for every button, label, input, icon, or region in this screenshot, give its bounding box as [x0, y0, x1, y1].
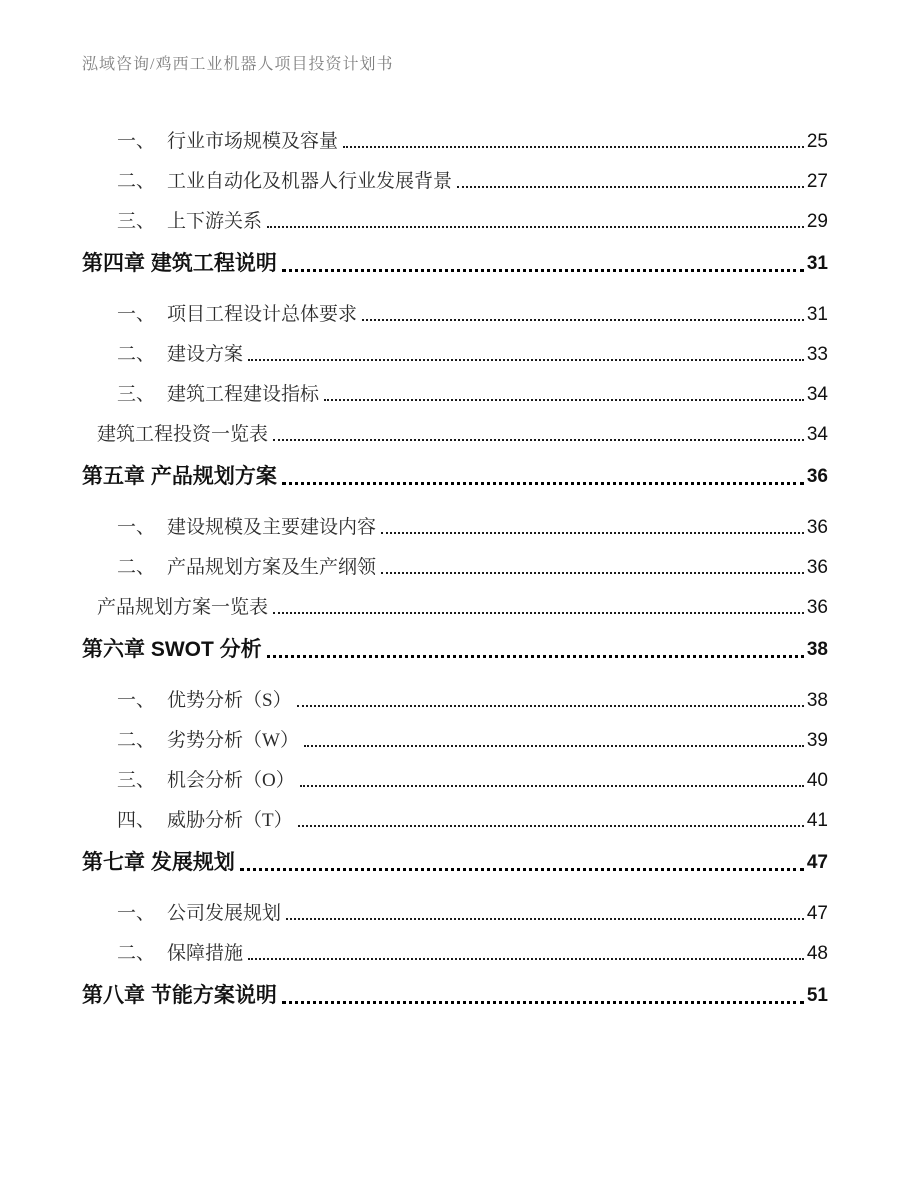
toc-entry[interactable]	[82, 941, 828, 967]
toc-entry-label: 产品规划方案一览表	[97, 597, 269, 618]
toc-entry[interactable]	[82, 422, 828, 448]
toc-entry-page: 36	[806, 517, 828, 538]
toc-leader-dots	[324, 399, 804, 401]
toc-entry-page: 27	[806, 171, 828, 192]
toc-entry-page: 34	[806, 424, 828, 445]
toc-entry[interactable]	[82, 169, 828, 195]
toc-entry[interactable]	[82, 595, 828, 621]
toc-leader-dots	[282, 1001, 804, 1004]
toc-entry-label: 第六章 SWOT 分析	[82, 638, 262, 661]
toc-entry-page: 31	[806, 253, 828, 274]
toc-entry-page: 47	[806, 852, 828, 873]
toc-leader-dots	[343, 146, 804, 148]
toc-entry-label: 威胁分析（T）	[167, 810, 293, 831]
toc-entry-page: 41	[806, 810, 828, 831]
toc-entry[interactable]	[82, 808, 828, 834]
toc-entry-label: 优势分析（S）	[167, 690, 292, 711]
toc-entry-number: 二、	[117, 171, 156, 192]
toc-entry-page: 33	[806, 344, 828, 365]
toc-leader-dots	[457, 186, 804, 188]
toc-entry[interactable]	[82, 515, 828, 541]
toc-entry[interactable]	[82, 555, 828, 581]
toc-entry-page: 39	[806, 730, 828, 751]
toc-entry-label: 劣势分析（W）	[167, 730, 299, 751]
toc-entry-number: 二、	[117, 557, 156, 578]
toc-list	[82, 129, 828, 1011]
toc-entry-page: 48	[806, 943, 828, 964]
toc-entry-label: 第七章 发展规划	[82, 851, 235, 874]
toc-entry-label: 建设方案	[167, 344, 244, 365]
toc-entry-page: 51	[806, 985, 828, 1006]
toc-entry-number: 一、	[117, 304, 156, 325]
toc-entry-number: 三、	[117, 211, 156, 232]
toc-leader-dots	[273, 439, 804, 441]
toc-entry-label: 保障措施	[167, 943, 244, 964]
toc-entry-number: 一、	[117, 690, 156, 711]
toc-entry-page: 36	[806, 597, 828, 618]
toc-entry[interactable]	[82, 981, 828, 1011]
toc-leader-dots	[273, 612, 804, 614]
toc-entry-number: 一、	[117, 517, 156, 538]
toc-leader-dots	[267, 655, 804, 658]
toc-entry-page: 34	[806, 384, 828, 405]
toc-entry[interactable]	[82, 249, 828, 279]
toc-leader-dots	[240, 868, 804, 871]
toc-entry-number: 一、	[117, 131, 156, 152]
toc-leader-dots	[381, 532, 804, 534]
toc-entry-number: 一、	[117, 903, 156, 924]
toc-entry[interactable]	[82, 728, 828, 754]
toc-entry-label: 建筑工程投资一览表	[97, 424, 269, 445]
document-header: 泓域咨询/鸡西工业机器人项目投资计划书	[82, 56, 394, 73]
toc-entry[interactable]	[82, 462, 828, 492]
toc-leader-dots	[297, 705, 804, 707]
toc-entry[interactable]	[82, 302, 828, 328]
toc-entry-label: 工业自动化及机器人行业发展背景	[167, 171, 453, 192]
toc-entry-label: 建筑工程建设指标	[167, 384, 320, 405]
toc-leader-dots	[282, 482, 804, 485]
toc-entry-page: 31	[806, 304, 828, 325]
toc-entry[interactable]	[82, 382, 828, 408]
toc-entry-label: 项目工程设计总体要求	[167, 304, 358, 325]
toc-entry-page: 25	[806, 131, 828, 152]
toc-entry-label: 机会分析（O）	[167, 770, 295, 791]
toc-entry-page: 36	[806, 557, 828, 578]
toc-leader-dots	[248, 359, 804, 361]
toc-entry-page: 47	[806, 903, 828, 924]
toc-entry-number: 二、	[117, 344, 156, 365]
toc-entry-number: 四、	[117, 810, 156, 831]
toc-leader-dots	[267, 226, 804, 228]
toc-entry[interactable]	[82, 848, 828, 878]
toc-entry-label: 产品规划方案及生产纲领	[167, 557, 377, 578]
toc-entry-label: 第五章 产品规划方案	[82, 465, 277, 488]
toc-entry-number: 三、	[117, 384, 156, 405]
toc-leader-dots	[362, 319, 804, 321]
toc-entry-number: 三、	[117, 770, 156, 791]
toc-entry-label: 第四章 建筑工程说明	[82, 252, 277, 275]
toc-entry[interactable]	[82, 768, 828, 794]
toc-entry-label: 行业市场规模及容量	[167, 131, 339, 152]
toc-entry-label: 第八章 节能方案说明	[82, 984, 277, 1007]
toc-entry[interactable]	[82, 129, 828, 155]
toc-entry-number: 二、	[117, 943, 156, 964]
toc-entry-page: 40	[806, 770, 828, 791]
toc-entry-page: 38	[806, 639, 828, 660]
toc-leader-dots	[298, 825, 804, 827]
toc-entry-page: 29	[806, 211, 828, 232]
toc-leader-dots	[248, 958, 804, 960]
toc-entry-label: 上下游关系	[167, 211, 263, 232]
toc-leader-dots	[282, 269, 804, 272]
toc-entry[interactable]	[82, 635, 828, 665]
toc-leader-dots	[300, 785, 804, 787]
toc-entry-number: 二、	[117, 730, 156, 751]
toc-entry-label: 公司发展规划	[167, 903, 282, 924]
toc-entry[interactable]	[82, 688, 828, 714]
toc-leader-dots	[381, 572, 804, 574]
toc-entry-page: 38	[806, 690, 828, 711]
toc-entry[interactable]	[82, 342, 828, 368]
toc-entry[interactable]	[82, 209, 828, 235]
toc-entry-label: 建设规模及主要建设内容	[167, 517, 377, 538]
toc-entry-page: 36	[806, 466, 828, 487]
toc-leader-dots	[286, 918, 804, 920]
toc-entry[interactable]	[82, 901, 828, 927]
toc-leader-dots	[304, 745, 804, 747]
